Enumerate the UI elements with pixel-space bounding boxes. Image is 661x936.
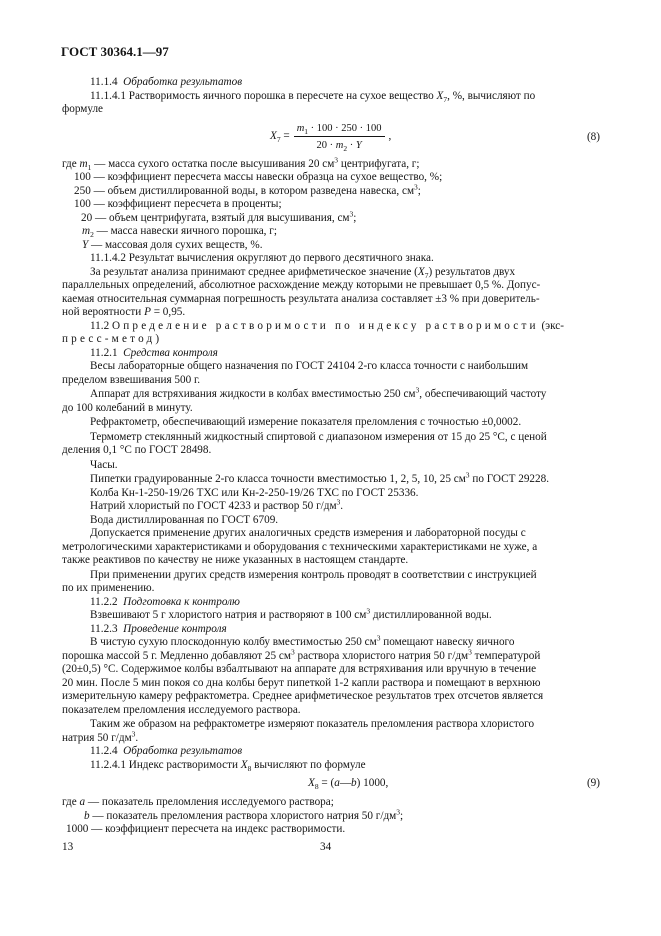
text-line: параллельных определений, абсолютное расхождение между которыми не превышает 0,5 %. Допус- [62,279,541,291]
formula-8-fraction: $\frac{m_1 \cdot 100 \cdot 250 \cdot 100}{20 \cdot m_2 \cdot Y}$ [294,122,385,153]
text-line: (20±0,5) °С. Содержимое колбы взбалтывают на аппарате для встряхивания или вручную в течение [62,663,537,675]
text-line: В чистую сухую плоскодонную колбу вместимостью 250 $см^3$ помещают навеску яичного [90,633,515,648]
subsection-11-2-3-heading: 11.2.3 Проведение контроля [90,622,227,635]
paragraph-11-2-4-1: 11.2.4.1 Индекс растворимости $X_8$ вычисляют по формуле [90,758,366,773]
variable-definition: 100 — коэффициент пересчета массы навески образца на сухое вещество, %; [74,171,443,183]
subsection-11-2-4-heading: 11.2.4 Обработка результатов [90,745,243,757]
text-line: показателем преломления исследуемого раствора. [62,703,301,716]
section-11-2-heading: 11.2 Определение растворимости по индексу растворимости (экс- [90,319,564,332]
text-line: Вода дистиллированная по ГОСТ 6709. [90,513,279,526]
text-line: каемая относительная суммарная погрешность результата анализа составляет ±3 % при доверитель- [62,292,540,305]
text-line: Аппарат для встряхивания жидкости в колбах вместимостью 250 $см^3$, обеспечивающий частоту [90,385,547,400]
text-line: Весы лабораторные общего назначения по ГОСТ 24104 2-го класса точности с наибольшим [90,360,529,372]
variable-definition: 1000 — коэффициент пересчета на индекс растворимости. [66,823,346,835]
text-line: Рефрактометр, обеспечивающий измерение показателя преломления с точностью ±0,0002. [90,416,522,428]
text-line: За результат анализа принимают среднее арифметическое значение $(X_7)$ результатов двух [90,265,516,280]
variable-definition: где a — показатель преломления исследуемого раствора; [62,796,334,808]
text-line: измерительную камеру рефрактометра. Среднее арифметическое результатов трех отсчетов является [62,690,544,702]
text-line: Пипетки градуированные 2-го класса точности вместимостью 1, 2, 5, 10, 25 $см^3$ по ГОСТ 29228. [90,470,549,485]
text-line: по их применению. [62,582,155,594]
variable-definition: 20 — объем центрифугата, взятый для высушивания, $см^3$; [81,208,357,224]
text-line: При применении других средств измерения контроль проводят в соответствии с инструкцией [90,568,537,581]
text-line: также реактивов по качеству не ниже указанных в настоящем стандарте. [62,554,409,566]
subsection-11-2-1-heading: 11.2.1 Средства контроля [90,346,218,359]
variable-definition: 250 — объем дистиллированной воды, в котором разведена навеска, $см^3$; [74,181,421,197]
text-line: Натрий хлористый по ГОСТ 4233 и раствор 50 $г/дм^3$. [90,497,344,512]
formula-8: $X_7$ = $\frac{m_1 \cdot 100 \cdot 250 \cdot 100}{20 \cdot m_2 \cdot Y}$ , (8) [270,122,600,154]
text-line: натрия 50 $г/дм^3$. [62,728,139,744]
variable-definition: Y — массовая доля сухих веществ, %. [82,238,263,251]
text-line: пределом взвешивания 500 г. [62,373,201,386]
document-body [62,76,604,837]
text-line: Таким же образом на рефрактометре измеряют показатель преломления раствора хлористого [90,718,535,730]
variable-definition: 100 — коэффициент пересчета в проценты; [74,198,282,210]
equation-number-9: (9) [586,777,600,789]
variable-definition: где $m_1$ — масса сухого остатка после высушивания 20 $см^3$ центрифугата, г; [62,154,420,172]
text-line: формуле [62,103,103,115]
text-line: Часы. [90,458,118,471]
text-line: до 100 колебаний в минуту. [62,401,193,414]
page-number: 34 [320,841,332,853]
text-line: ной вероятности P = 0,95. [62,306,186,318]
document-header: ГОСТ 30364.1—97 [61,44,169,59]
text-line: 20 мин. После 5 мин покоя со дна колбы берут пипеткой 1-2 капли раствора и помещают в верхнюю [62,676,541,689]
text-line: Допускается применение других аналогичных средств измерения и лабораторной посуды с [90,527,526,539]
subsection-11-1-4-heading: 11.1.4 Обработка результатов [90,76,243,88]
paragraph-11-1-4-2: 11.1.4.2 Результат вычисления округляют до первого десятичного знака. [90,252,434,264]
text-line: Колба Кн-1-250-19/26 ТХС или Кн-2-250-19/26 ТХС по ГОСТ 25336. [90,486,419,499]
footer-left-number: 13 [62,841,74,853]
subsection-11-2-2-heading: 11.2.2 Подготовка к контролю [90,595,240,608]
text-line: пресс-метод) [62,333,163,345]
paragraph-11-1-4-1: 11.1.4.1 Растворимость яичного порошка в пересчете на сухое вещество $X_7$, %, вычисляют по [90,89,536,104]
text-line: Термометр стеклянный жидкостный спиртовой с диапазоном измерения от 15 до 25 °С, с ценой [90,430,547,443]
variable-definition: $m_2$ — масса навески яичного порошка, г; [82,225,277,240]
formula-9: $X_8$ = (a—b) 1000, (9) [308,777,600,792]
text-line: порошка массой 5 г. Медленно добавляют 25 $см^3$ раствора хлористого натрия 50 $г/дм^3$ температурой [62,646,541,662]
text-line: метрологическими характеристиками и оборудования с техническими характеристиками не хуже, а [62,540,538,553]
text-line: Взвешивают 5 г хлористого натрия и растворяют в 100 $см^3$ дистиллированной воды. [90,606,492,621]
equation-number-8: (8) [586,130,600,143]
text-line: деления 0,1 °С по ГОСТ 28498. [62,444,212,456]
variable-definition: b — показатель преломления раствора хлористого натрия 50 $г/дм^3$; [84,806,404,822]
